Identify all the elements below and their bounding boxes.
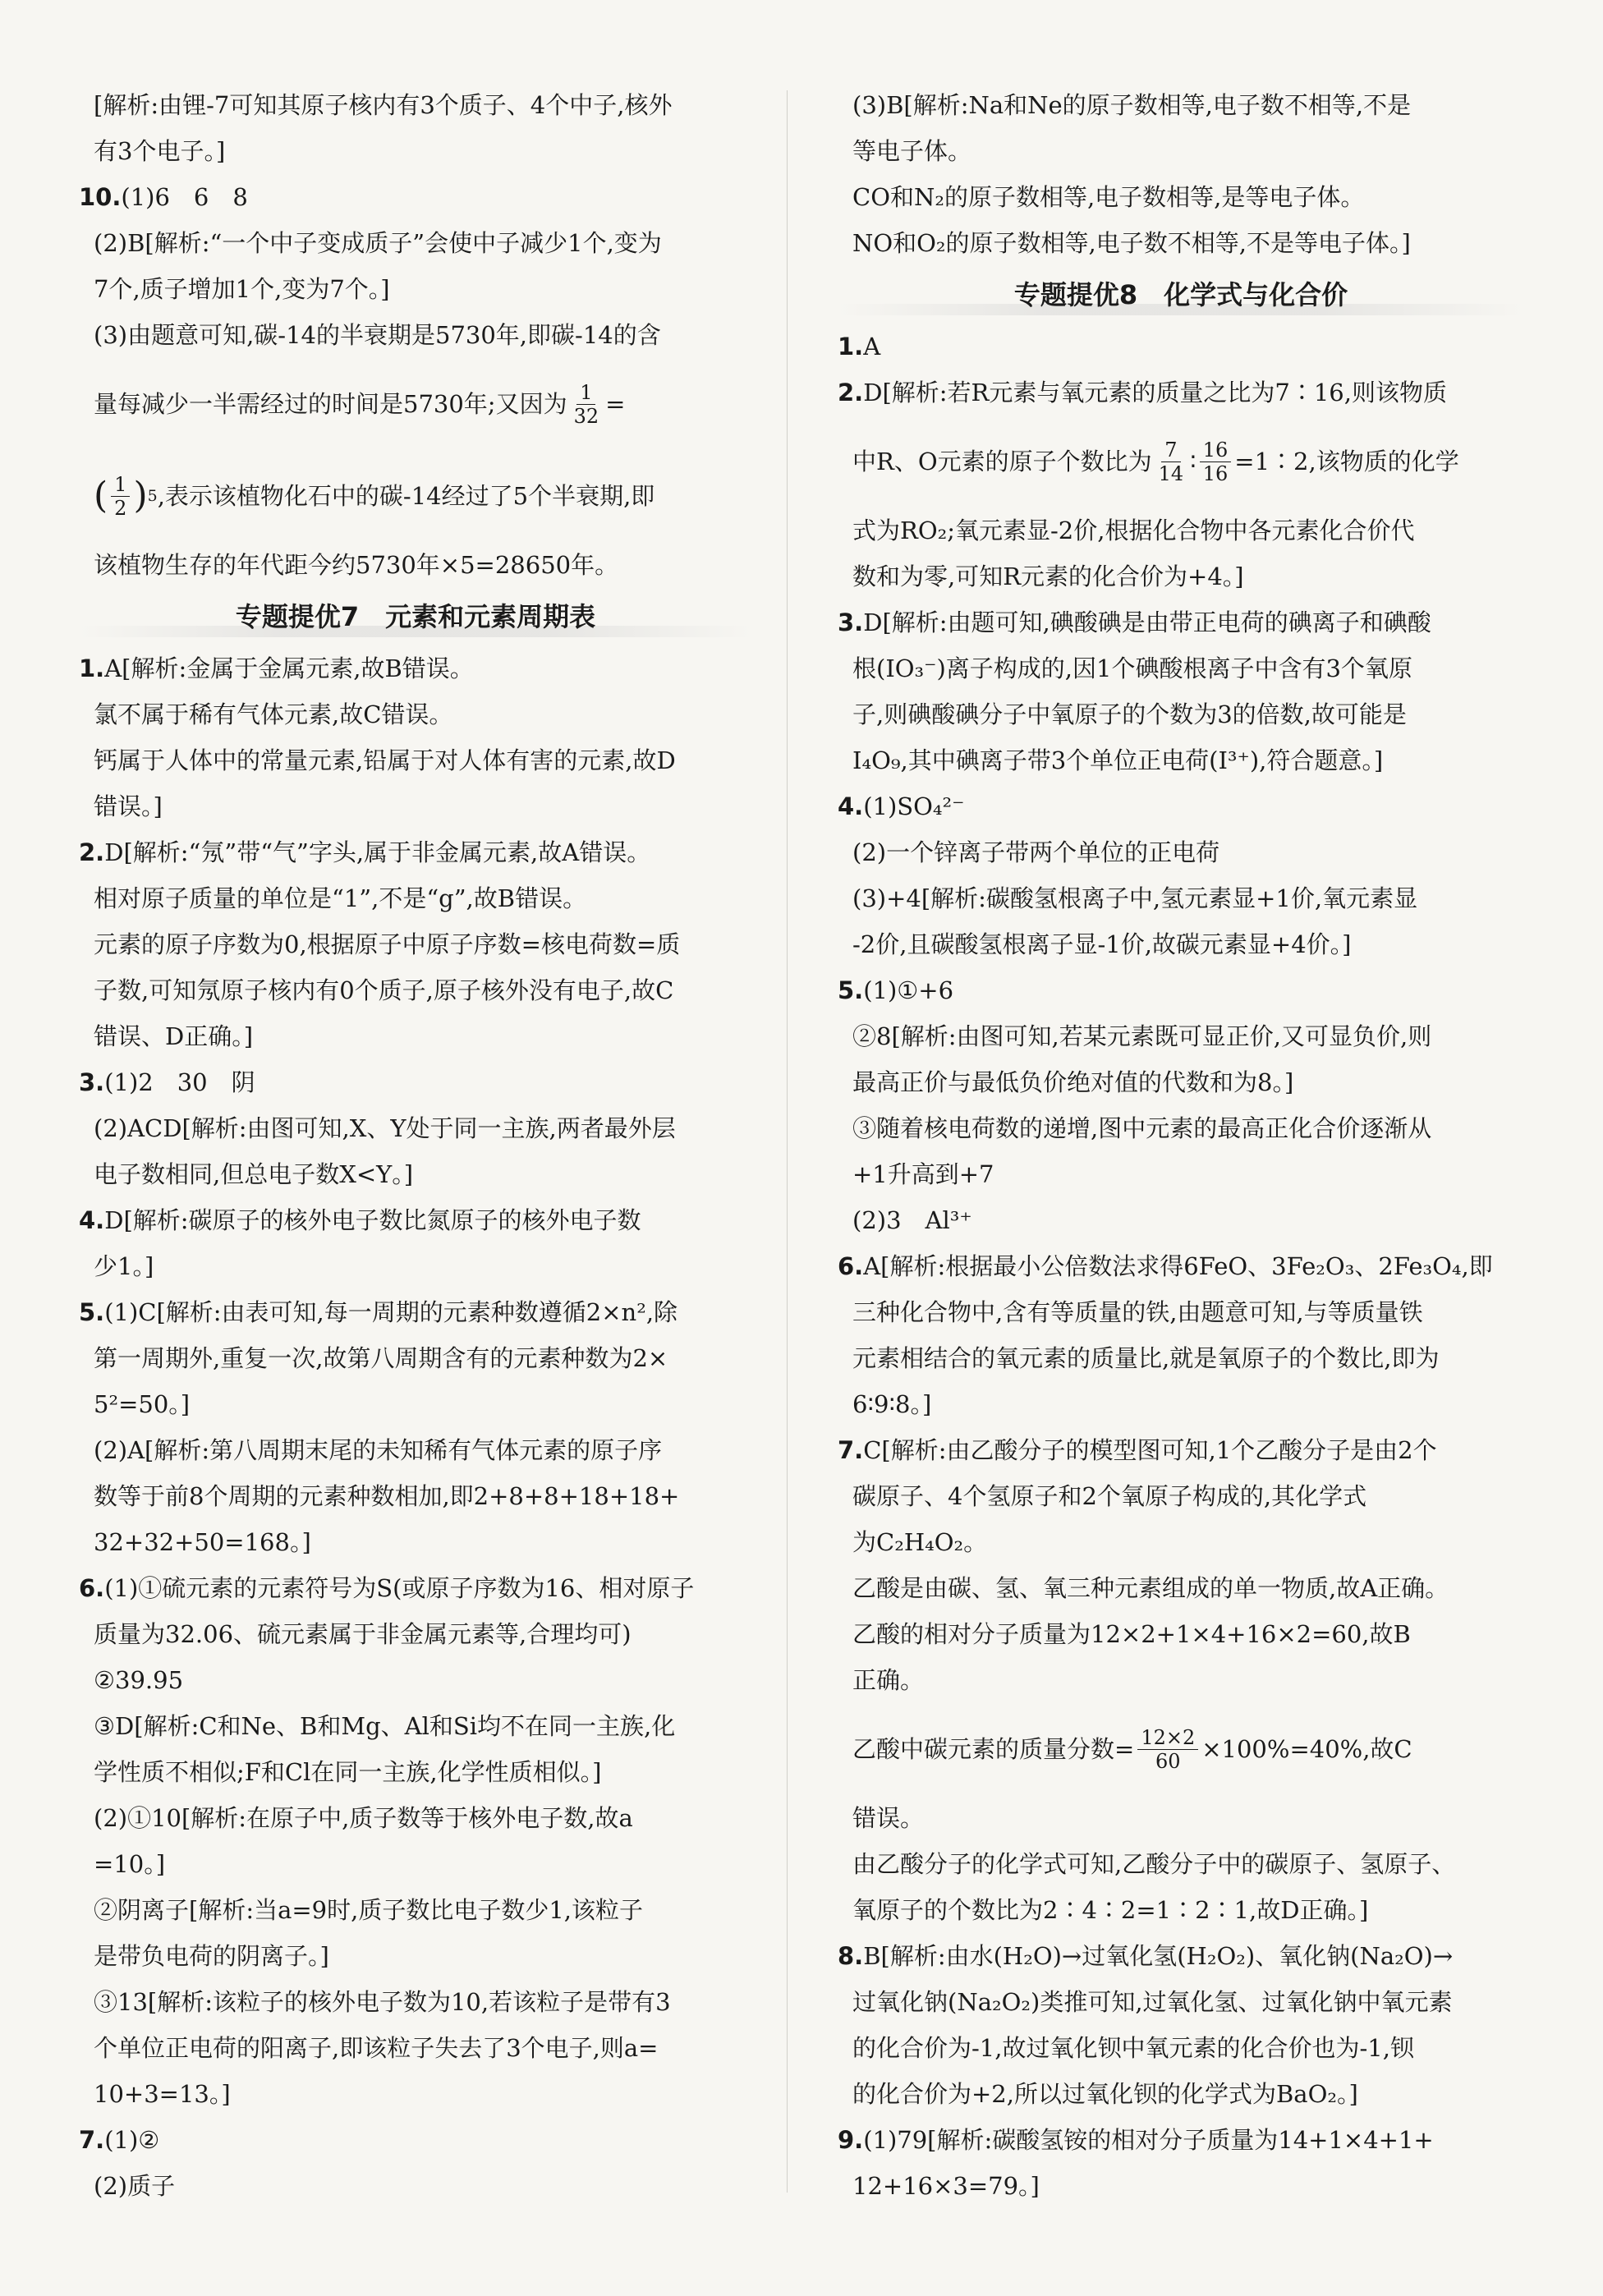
- numerator: 12×2: [1137, 1726, 1198, 1750]
- question-8: [838, 1933, 1524, 1979]
- question-2: [838, 370, 1524, 416]
- text-line: 有3个电子。]: [94, 137, 226, 165]
- text-line: (2)质子: [94, 2172, 176, 2200]
- numerator: 16: [1200, 439, 1232, 462]
- text-line-with-fraction: ( $\frac{1}{2}$ ) 5 ,表示该植物化石中的碳-14经过了5个半衰期,即: [79, 450, 752, 542]
- text-line: ②阴离子[解析:当a=9时,质子数比电子数少1,该粒子: [94, 1896, 644, 1924]
- text-line: A: [863, 333, 881, 360]
- text-line: (2)①10[解析:在原子中,质子数等于核外电子数,故a: [94, 1804, 633, 1832]
- text-line: 三种化合物中,含有等质量的铁,由题意可知,与等质量铁: [852, 1298, 1423, 1326]
- section-heading-7: 专题提优7 元素和元素周期表: [79, 588, 752, 645]
- left-column: [79, 82, 752, 2209]
- text-line: B[解析:由水(H₂O)→过氧化氢(H₂O₂)、氧化钠(Na₂O)→: [863, 1942, 1454, 1970]
- text-line: +1升高到+7: [852, 1160, 994, 1188]
- denominator: 14: [1158, 461, 1184, 485]
- denominator: 60: [1155, 1749, 1181, 1773]
- text-line: 第一周期外,重复一次,故第八周期含有的元素种数为2×: [94, 1344, 668, 1372]
- text-line: 错误。: [852, 1804, 925, 1832]
- fraction: [1155, 439, 1187, 485]
- right-column: [838, 82, 1524, 2209]
- question-number: 6.: [79, 1574, 105, 1602]
- text-line: (1)②: [104, 2126, 160, 2154]
- text-line: D[解析:若R元素与氧元素的质量之比为7∶16,则该物质: [863, 379, 1447, 406]
- text-line: A[解析:根据最小公倍数法求得6FeO、3Fe₂O₃、2Fe₃O₄,即: [863, 1252, 1493, 1280]
- equals-sign: =: [605, 390, 626, 418]
- question-4: [79, 1197, 752, 1243]
- text-line: -2价,且碳酸氢根离子显-1价,故碳元素显+4价。]: [852, 930, 1352, 958]
- text-line: 等电子体。: [852, 137, 972, 165]
- question-number: 7.: [79, 2126, 105, 2154]
- text-line: 为C₂H₄O₂。: [852, 1528, 988, 1556]
- text-segment: 乙酸中碳元素的质量分数=: [852, 1735, 1135, 1763]
- text-line: 乙酸的相对分子质量为12×2+1×4+16×2=60,故B: [852, 1620, 1411, 1648]
- text-line: 钙属于人体中的常量元素,铅属于对人体有害的元素,故D: [94, 746, 676, 774]
- text-line: 是带负电荷的阴离子。]: [94, 1942, 329, 1970]
- text-segment: 量每减少一半需经过的时间是5730年;又因为: [94, 390, 567, 418]
- question-number: 1.: [838, 333, 864, 360]
- text-line: ③随着核电荷数的递增,图中元素的最高正化合价逐渐从: [852, 1114, 1432, 1142]
- question-3: [79, 1059, 752, 1105]
- text-line: 数和为零,可知R元素的化合价为+4。]: [852, 563, 1244, 590]
- text-line: 正确。: [852, 1666, 925, 1694]
- text-line: 12+16×3=79。]: [852, 2172, 1040, 2200]
- question-5: [79, 1289, 752, 1335]
- text-line: (2)ACD[解析:由图可知,X、Y处于同一主族,两者最外层: [94, 1114, 676, 1142]
- text-line: NO和O₂的原子数相等,电子数不相等,不是等电子体。]: [852, 229, 1411, 257]
- text-line: =10。]: [94, 1850, 166, 1878]
- text-line: CO和N₂的原子数相等,电子数相等,是等电子体。: [852, 183, 1365, 211]
- text-line: D[解析:“氖”带“气”字头,属于非金属元素,故A错误。: [104, 838, 651, 866]
- question-1: [79, 645, 752, 691]
- text-line: ③D[解析:C和Ne、B和Mg、Al和Si均不在同一主族,化: [94, 1712, 676, 1740]
- question-10: [79, 174, 752, 220]
- text-line: 错误、D正确。]: [94, 1022, 254, 1050]
- text-line: 元素的原子序数为0,根据原子中原子序数=核电荷数=质: [94, 930, 681, 958]
- text-segment: =1∶2,该物质的化学: [1234, 448, 1459, 475]
- question-number: 4.: [79, 1206, 105, 1234]
- text-line: (2)一个锌离子带两个单位的正电荷: [852, 838, 1220, 866]
- text-line: (3)由题意可知,碳-14的半衰期是5730年,即碳-14的含: [94, 321, 661, 349]
- text-line: 相对原子质量的单位是“1”,不是“g”,故B错误。: [94, 884, 587, 912]
- text-line: 6∶9∶8。]: [852, 1390, 932, 1418]
- text-line-with-fraction: [79, 358, 752, 450]
- text-line: (1)2 30 阴: [104, 1068, 255, 1096]
- fraction: [1200, 439, 1232, 485]
- numerator: 7: [1161, 439, 1180, 462]
- text-line: 5²=50。]: [94, 1390, 191, 1418]
- text-line: 的化合价为+2,所以过氧化钡的化学式为BaO₂。]: [852, 2080, 1358, 2108]
- text-segment: 中R、O元素的原子个数比为: [852, 448, 1152, 475]
- question-5: [838, 967, 1524, 1013]
- text-line: (1)①硫元素的元素符号为S(或原子序数为16、相对原子: [104, 1574, 695, 1602]
- question-number: 2.: [79, 838, 105, 866]
- text-line: 数等于前8个周期的元素种数相加,即2+8+8+18+18+: [94, 1482, 680, 1510]
- question-number: 3.: [79, 1068, 105, 1096]
- text-line: [解析:由锂-7可知其原子核内有3个质子、4个中子,核外: [94, 91, 673, 119]
- fraction: [1137, 1726, 1198, 1773]
- question-7: [79, 2117, 752, 2163]
- text-line: (2)B[解析:“一个中子变成质子”会使中子减少1个,变为: [94, 229, 662, 257]
- text-line: 该植物生存的年代距今约5730年×5=28650年。: [94, 551, 619, 579]
- text-line: (1)SO₄²⁻: [863, 792, 965, 820]
- text-line: (1)79[解析:碳酸氢铵的相对分子质量为14+1×4+1+: [863, 2126, 1434, 2154]
- text-line: A[解析:金属于金属元素,故B错误。: [104, 654, 474, 682]
- text-line: (1)C[解析:由表可知,每一周期的元素种数遵循2×n²,除: [104, 1298, 678, 1326]
- text-line: 氯不属于稀有气体元素,故C错误。: [94, 700, 453, 728]
- question-2: [79, 829, 752, 875]
- text-line: D[解析:碳原子的核外电子数比氮原子的核外电子数: [104, 1206, 641, 1234]
- text-line: 由乙酸分子的化学式可知,乙酸分子中的碳原子、氢原子、: [852, 1850, 1456, 1878]
- text-line: 电子数相同,但总电子数X<Y。]: [94, 1160, 414, 1188]
- text-line: 学性质不相似;F和Cl在同一主族,化学性质相似。]: [94, 1758, 602, 1786]
- text-line: I₄O₉,其中碘离子带3个单位正电荷(I³⁺),符合题意。]: [852, 746, 1384, 774]
- text-line: 子数,可知氖原子核内有0个质子,原子核外没有电子,故C: [94, 976, 674, 1004]
- text-line: ②39.95: [94, 1666, 184, 1694]
- text-line: (1)6 6 8: [121, 183, 248, 211]
- text-line: 质量为32.06、硫元素属于非金属元素等,合理均可): [94, 1620, 632, 1648]
- question-number: 2.: [838, 379, 864, 406]
- text-line: 10+3=13。]: [94, 2080, 231, 2108]
- question-number: 8.: [838, 1942, 864, 1970]
- text-line: (3)+4[解析:碳酸氢根离子中,氢元素显+1价,氧元素显: [852, 884, 1418, 912]
- text-line: (3)B[解析:Na和Ne的原子数相等,电子数不相等,不是: [852, 91, 1412, 119]
- text-line: ②8[解析:由图可知,若某元素既可显正价,又可显负价,则: [852, 1022, 1432, 1050]
- text-line: 的化合价为-1,故过氧化钡中氧元素的化合价也为-1,钡: [852, 2034, 1414, 2062]
- text-line-with-fraction: [838, 1703, 1524, 1795]
- exponent: 5: [147, 487, 158, 505]
- denominator: 16: [1202, 461, 1229, 485]
- text-line: 最高正价与最低负价绝对值的代数和为8。]: [852, 1068, 1294, 1096]
- question-1: [838, 324, 1524, 370]
- text-line: 元素相结合的氧元素的质量比,就是氧原子的个数比,即为: [852, 1344, 1440, 1372]
- denominator: 32: [573, 404, 599, 428]
- fraction: [111, 473, 130, 520]
- text-line: 氧原子的个数比为2∶4∶2=1∶2∶1,故D正确。]: [852, 1896, 1369, 1924]
- fraction: [571, 381, 603, 428]
- ratio-colon: ∶: [1190, 448, 1197, 475]
- question-number: 5.: [79, 1298, 105, 1326]
- question-number: 7.: [838, 1436, 864, 1464]
- column-divider: [787, 90, 788, 2193]
- question-number: 1.: [79, 654, 105, 682]
- question-7: [838, 1427, 1524, 1473]
- question-number: 10.: [79, 183, 122, 211]
- text-segment: ×100%=40%,故C: [1201, 1735, 1412, 1763]
- text-line: 碳原子、4个氢原子和2个氧原子构成的,其化学式: [852, 1482, 1367, 1510]
- question-number: 6.: [838, 1252, 864, 1280]
- text-line: 少1。]: [94, 1252, 154, 1280]
- question-3: [838, 599, 1524, 645]
- text-line: (2)3 Al³⁺: [852, 1206, 972, 1234]
- text-line: 错误。]: [94, 792, 163, 820]
- text-line: 乙酸是由碳、氢、氧三种元素组成的单一物质,故A正确。: [852, 1574, 1449, 1602]
- question-4: [838, 783, 1524, 829]
- text-line: 个单位正电荷的阳离子,即该粒子失去了3个电子,则a=: [94, 2034, 659, 2062]
- text-line: 根(IO₃⁻)离子构成的,因1个碘酸根离子中含有3个氧原: [852, 654, 1412, 682]
- section-heading-8: 专题提优8 化学式与化合价: [838, 266, 1524, 324]
- text-line: ③13[解析:该粒子的核外电子数为10,若该粒子是带有3: [94, 1988, 671, 2016]
- question-number: 5.: [838, 976, 864, 1004]
- question-9: [838, 2117, 1524, 2163]
- numerator: 1: [111, 473, 130, 497]
- question-number: 4.: [838, 792, 864, 820]
- text-line: 式为RO₂;氧元素显-2价,根据化合物中各元素化合价代: [852, 517, 1415, 544]
- question-6: [838, 1243, 1524, 1289]
- numerator: 1: [576, 381, 595, 405]
- denominator: 2: [114, 496, 127, 520]
- text-line: C[解析:由乙酸分子的模型图可知,1个乙酸分子是由2个: [863, 1436, 1437, 1464]
- question-6: [79, 1565, 752, 1611]
- text-line: D[解析:由题可知,碘酸碘是由带正电荷的碘离子和碘酸: [863, 608, 1431, 636]
- text-line: 7个,质子增加1个,变为7个。]: [94, 275, 390, 303]
- text-line: 子,则碘酸碘分子中氧原子的个数为3的倍数,故可能是: [852, 700, 1407, 728]
- text-line: 过氧化钠(Na₂O₂)类推可知,过氧化氢、过氧化钠中氧元素: [852, 1988, 1453, 2016]
- text-line-with-fraction: [838, 416, 1524, 507]
- question-number: 3.: [838, 608, 864, 636]
- text-line: (1)①+6: [863, 976, 954, 1004]
- text-line: (2)A[解析:第八周期末尾的未知稀有气体元素的原子序: [94, 1436, 663, 1464]
- text-segment: ,表示该植物化石中的碳-14经过了5个半衰期,即: [157, 482, 655, 510]
- question-number: 9.: [838, 2126, 864, 2154]
- text-line: 32+32+50=168。]: [94, 1528, 311, 1556]
